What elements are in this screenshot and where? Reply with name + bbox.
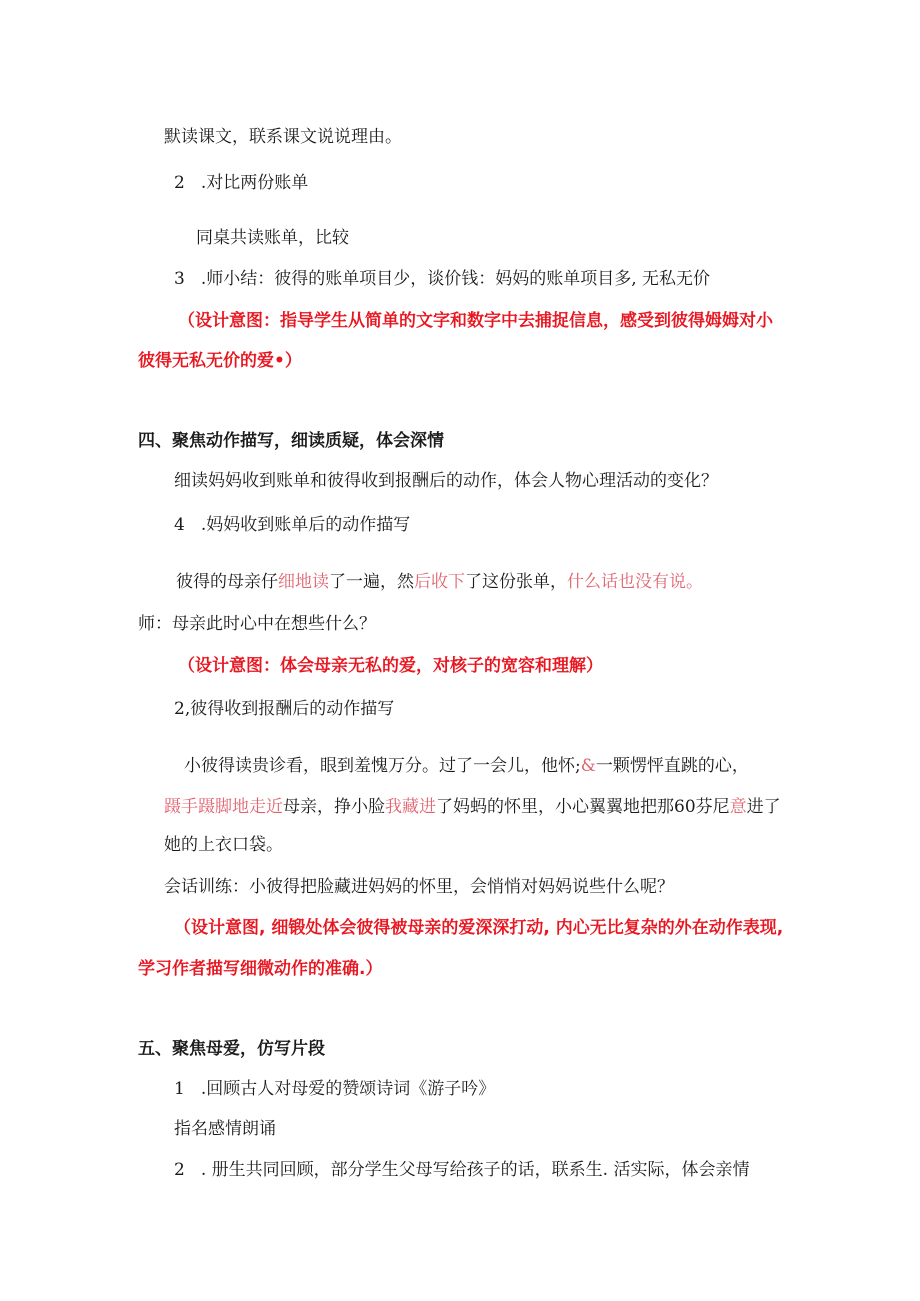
- numbered-item: [174, 267, 710, 291]
- quote-segment: 母亲，挣小脸: [283, 797, 385, 817]
- design-intent-note-cont: 学习作者描写细微动作的准确.）: [138, 959, 383, 979]
- quote-segment: 一颗愣怦直跳的心，: [595, 756, 749, 776]
- item-text: . 册生共同回顾，部分学生父母写给孩子的话，联系生. 活实际，体会亲情: [200, 1160, 750, 1180]
- section-heading-4: 四、聚焦动作描写，细读质疑，体会深情: [138, 431, 444, 451]
- quote-line: [164, 795, 781, 819]
- highlight-segment: 蹑手蹑脚地走近: [164, 797, 283, 817]
- design-intent-note-cont: 彼得无私无价的爱•）: [138, 351, 302, 371]
- highlight-segment: 什么话也没有说。: [567, 572, 703, 592]
- quote-segment: 小彼得读贵诊看，眼到羞愧万分。过了一会儿，他怀;: [184, 756, 581, 776]
- quote-segment: 了这份张单，: [465, 572, 567, 592]
- design-intent-note: （设计意图：指导学生从简单的文字和数字中去捕捉信息，感受到彼得姆姆对小: [178, 311, 773, 331]
- quote-segment: 了妈蚂的怀里，小心翼翼地把那60芬尼: [436, 797, 730, 817]
- numbered-item: [174, 171, 308, 195]
- quote-line: [184, 754, 749, 778]
- quote-segment: 进了: [746, 797, 781, 817]
- text-line: 2,彼得收到报酬后的动作描写: [174, 699, 395, 719]
- numbered-item: [174, 513, 410, 537]
- text-line: 默读课文，联系课文说说理由。: [164, 127, 402, 147]
- item-number: 4: [174, 515, 185, 535]
- item-text: .妈妈收到账单后的动作描写: [200, 515, 411, 535]
- highlight-segment: 后收下: [414, 572, 465, 592]
- quote-segment: 彼得的母亲仔: [176, 572, 278, 592]
- item-number: 1: [174, 1079, 185, 1099]
- numbered-item: [174, 1077, 495, 1101]
- highlight-segment: &: [580, 756, 596, 776]
- design-intent-note: （设计意图, 细锻处体会彼得被母亲的爱深深打动, 内心无比复杂的外在动作表现,: [174, 918, 784, 938]
- quote-line: 她的上衣口袋。: [164, 835, 283, 855]
- text-line: 细读妈妈收到账单和彼得收到报酬后的动作，体会人物心理活动的变化？: [174, 471, 718, 491]
- teacher-question: 师：母亲此时心中在想些什么？: [138, 614, 376, 634]
- design-intent-note: （设计意图：体会母亲无私的爱，对核子的宽容和理解）: [178, 656, 603, 676]
- highlight-segment: 我藏进: [385, 797, 436, 817]
- highlight-segment: 意: [729, 797, 747, 817]
- highlight-segment: 细地读: [278, 572, 329, 592]
- item-number: 3: [174, 269, 185, 289]
- text-line: 同桌共读账单，比较: [196, 228, 349, 248]
- text-line: 指名感情朗诵: [174, 1119, 276, 1139]
- quote-segment: 了一遍，然: [329, 572, 414, 592]
- item-text: .师小结：彼得的账单项目少，谈价钱：妈妈的账单项目多, 无私无价: [200, 269, 711, 289]
- numbered-item: [174, 1158, 749, 1182]
- item-text: .对比两份账单: [200, 173, 309, 193]
- item-number: 2: [174, 1160, 185, 1180]
- text-line: 会话训练：小彼得把脸藏进妈妈的怀里，会悄悄对妈妈说些什么呢？: [164, 877, 674, 897]
- section-heading-5: 五、聚焦母爱，仿写片段: [138, 1039, 325, 1059]
- item-text: .回顾古人对母爱的赞颂诗词《游子吟》: [200, 1079, 496, 1099]
- quote-line: [176, 570, 703, 594]
- item-number: 2: [174, 173, 185, 193]
